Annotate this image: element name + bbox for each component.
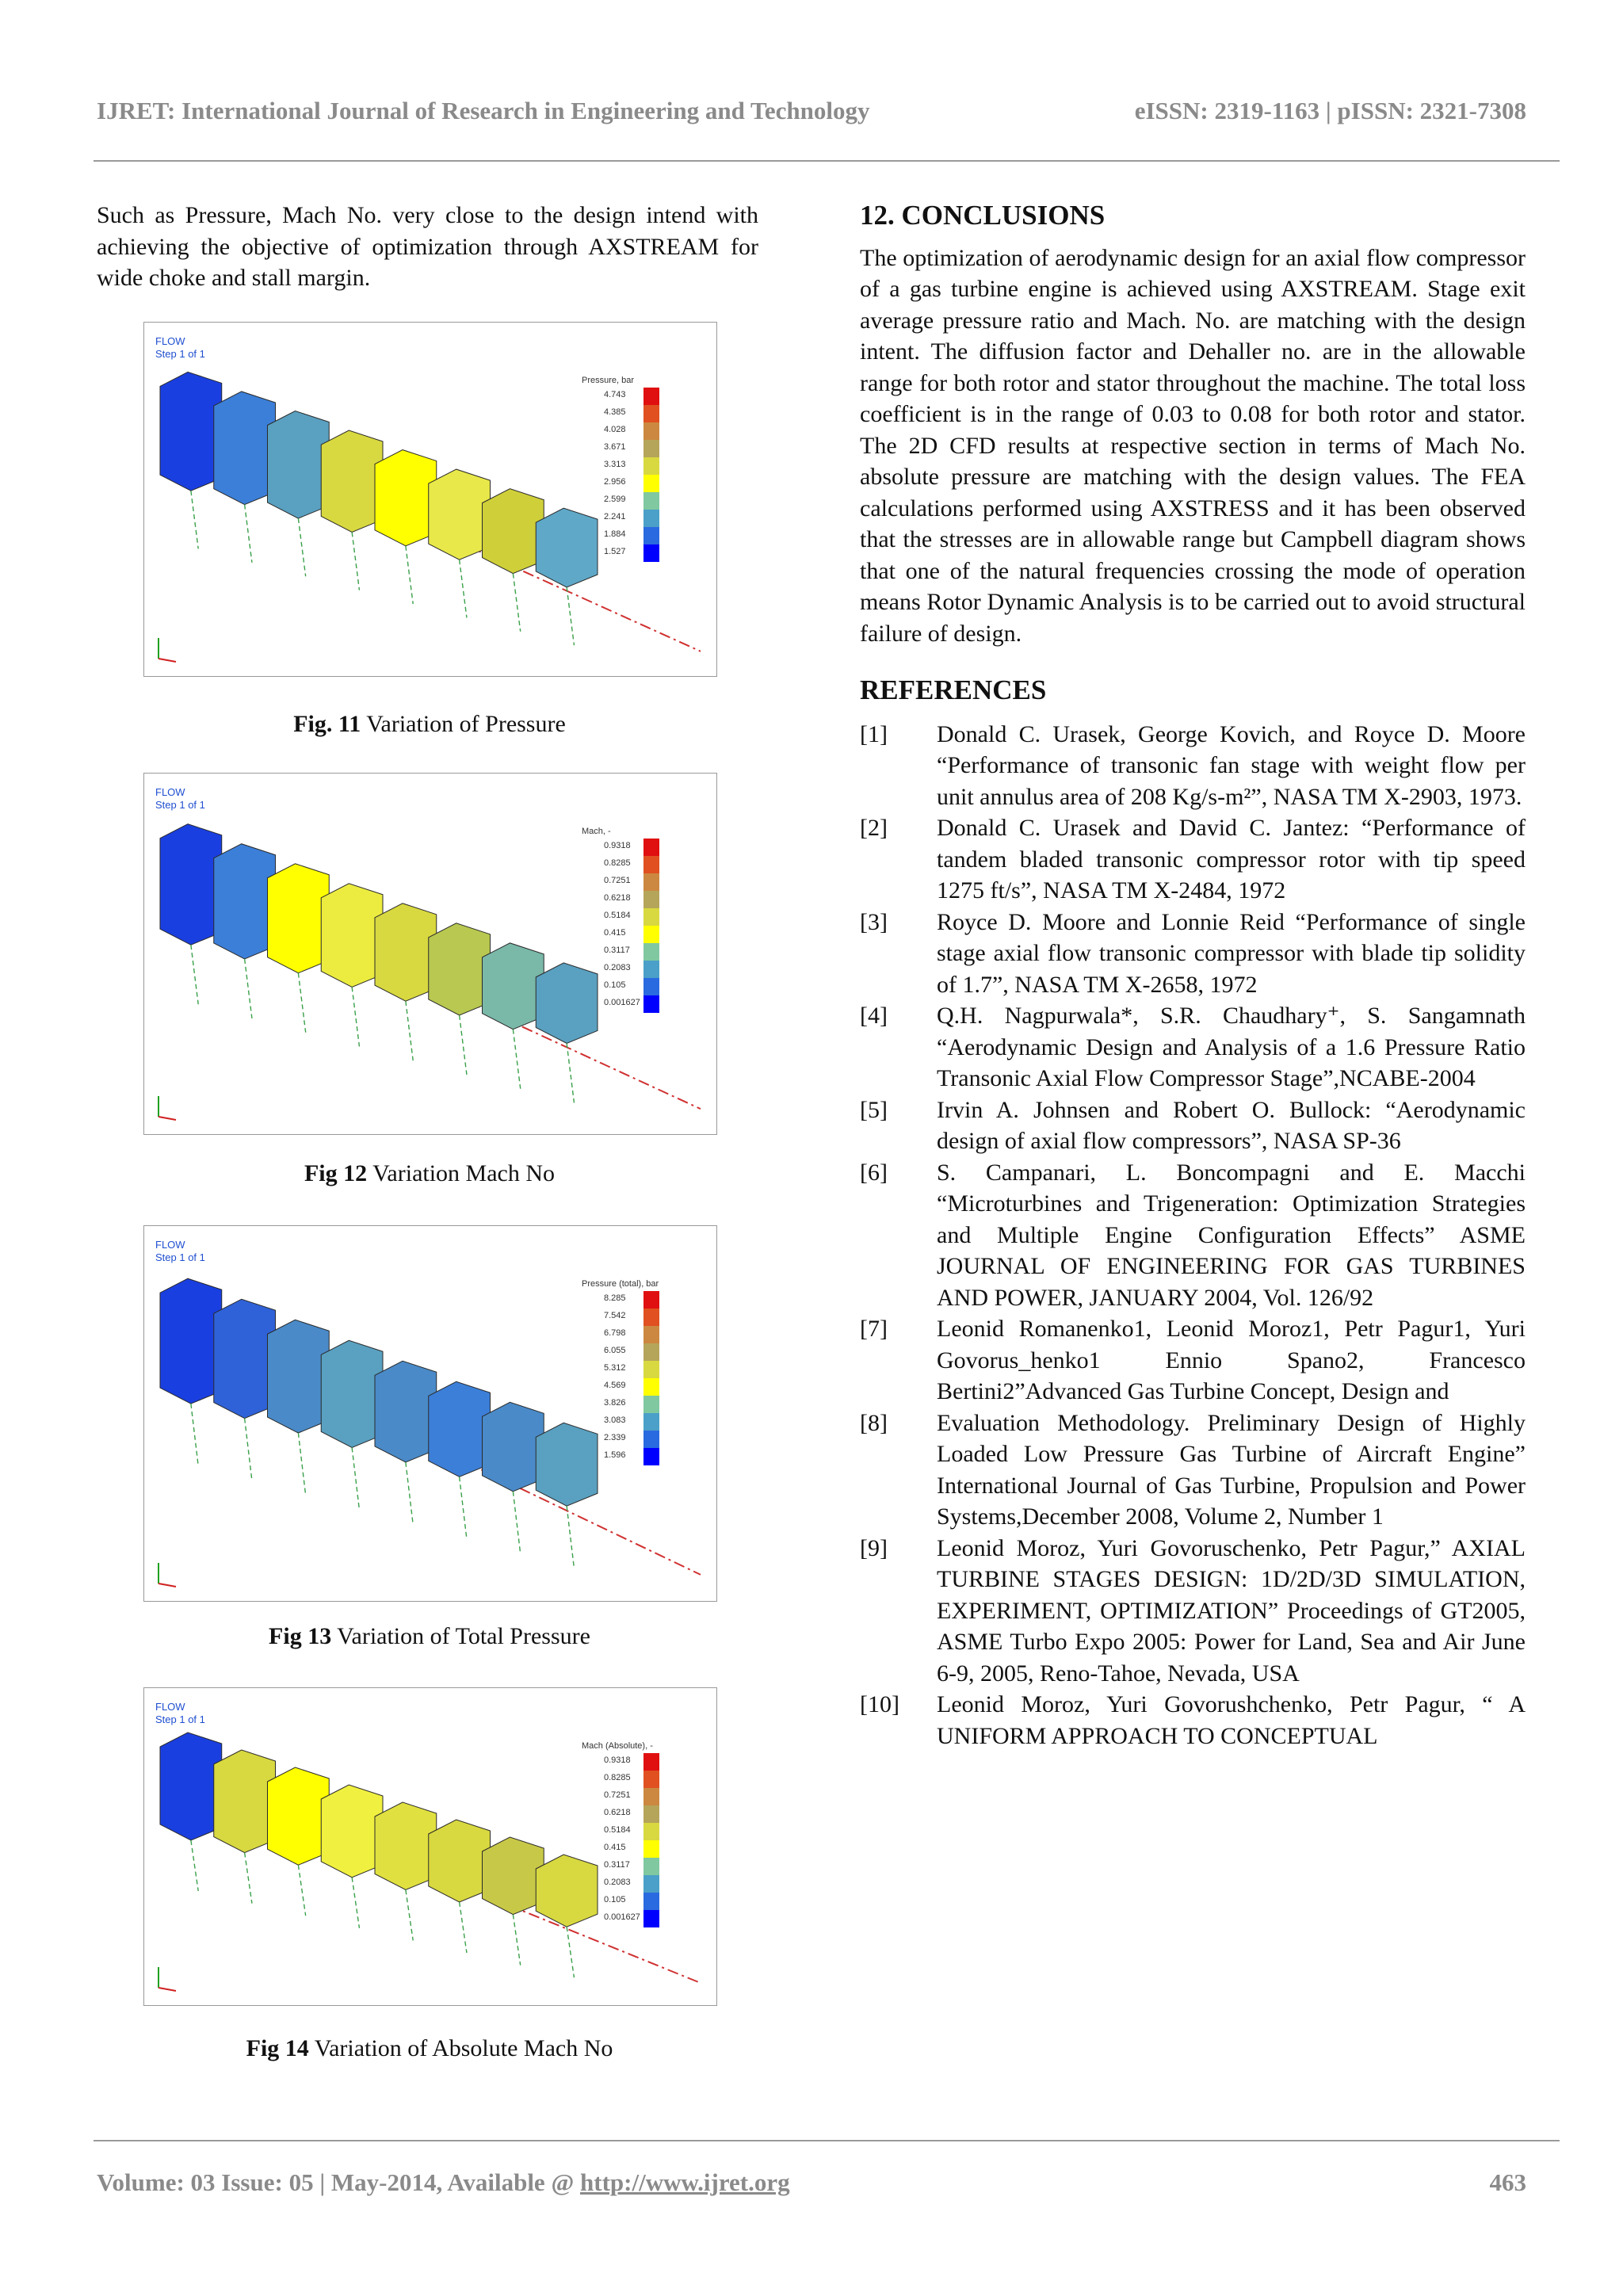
reference-number: [5] xyxy=(860,1096,888,1123)
blade-row-shape xyxy=(536,1855,598,1927)
guide-line xyxy=(245,505,252,563)
scale-value: 3.826 xyxy=(604,1398,626,1408)
scale-swatch xyxy=(643,440,659,457)
guide-line xyxy=(352,1447,359,1510)
blade-row-shape xyxy=(483,943,544,1030)
references-heading: REFERENCES xyxy=(860,674,1047,705)
scale-swatch xyxy=(643,908,659,926)
scale-value: 0.7251 xyxy=(604,876,631,885)
blade-row-shape xyxy=(214,844,276,959)
caption-label: Fig 12 xyxy=(304,1160,368,1186)
reference-item xyxy=(860,1095,1526,1157)
figure-11-caption xyxy=(143,711,716,738)
guide-line xyxy=(245,1853,252,1904)
figure-12 xyxy=(143,773,717,1135)
blade-row-shape xyxy=(483,489,544,574)
scale-swatch xyxy=(643,873,659,891)
guide-line xyxy=(460,1902,467,1953)
blade-row-shape xyxy=(160,824,222,946)
blade-row-shape xyxy=(375,904,437,1001)
blade-row-shape xyxy=(536,508,598,587)
scale-value: 8.285 xyxy=(604,1293,626,1303)
guide-line xyxy=(460,1015,467,1075)
reference-text: Evaluation Methodology. Preliminary Design of Highly Loaded Low Pressure Gas Turbine of Aircraft Engine” International Journal of Gas Turbine, Propulsion and Power Systems,December 2008, Volume 2, Number 1 xyxy=(937,1409,1526,1530)
scale-value: 1.596 xyxy=(604,1450,626,1460)
axis-triad xyxy=(158,659,176,662)
guide-line xyxy=(191,1840,198,1891)
scale-value: 2.599 xyxy=(604,495,626,504)
step-label: Step 1 of 1 xyxy=(155,799,205,811)
scale-swatch xyxy=(643,1788,659,1805)
scale-value: 0.2083 xyxy=(604,1878,631,1887)
scale-value: 1.884 xyxy=(604,529,626,539)
reference-number: [7] xyxy=(860,1316,888,1342)
guide-line xyxy=(513,1915,520,1966)
scale-value: 0.001627 xyxy=(604,1912,640,1922)
reference-item xyxy=(860,1533,1526,1690)
scale-value: 7.542 xyxy=(604,1311,626,1320)
scale-value: 0.415 xyxy=(604,928,626,938)
blade-row-shape xyxy=(483,1402,544,1491)
blade-row-shape xyxy=(321,884,383,988)
caption-label: Fig. 11 xyxy=(293,711,361,737)
blade-row-shape xyxy=(429,469,491,560)
reference-number: [4] xyxy=(860,1003,888,1029)
caption-label: Fig 14 xyxy=(246,2035,309,2061)
guide-line xyxy=(245,959,252,1018)
flow-title: FLOW xyxy=(155,335,185,347)
axis-triad xyxy=(158,1117,176,1120)
scale-value: 0.105 xyxy=(604,980,626,990)
scale-value: 0.8285 xyxy=(604,1773,631,1782)
caption-text: Variation of Pressure xyxy=(366,711,566,737)
reference-item xyxy=(860,1000,1526,1095)
guide-line xyxy=(513,1492,520,1554)
scale-swatch xyxy=(643,943,659,961)
right-column xyxy=(860,200,1526,1752)
scale-value: 6.055 xyxy=(604,1346,626,1355)
reference-item xyxy=(860,1157,1526,1314)
conclusions-heading: 12. CONCLUSIONS xyxy=(860,200,1106,231)
scale-swatch xyxy=(643,926,659,943)
caption-label: Fig 13 xyxy=(269,1623,332,1649)
scale-swatch xyxy=(643,995,659,1013)
reference-number: [3] xyxy=(860,908,888,935)
scale-swatch xyxy=(643,1840,659,1858)
scale-swatch xyxy=(643,1910,659,1927)
scale-swatch xyxy=(643,1805,659,1823)
scale-value: 4.569 xyxy=(604,1381,626,1390)
scale-value: 0.105 xyxy=(604,1895,626,1904)
guide-line xyxy=(406,1001,413,1060)
figure-canvas xyxy=(144,1688,716,2005)
scale-swatch xyxy=(643,492,659,510)
guide-line xyxy=(406,546,413,604)
scale-swatch xyxy=(643,510,659,527)
figure-12-caption xyxy=(143,1160,716,1187)
scale-swatch xyxy=(643,457,659,475)
scale-swatch xyxy=(643,1396,659,1413)
scale-swatch xyxy=(643,1431,659,1448)
reference-number: [2] xyxy=(860,815,888,841)
scale-swatch xyxy=(643,1378,659,1396)
flow-title: FLOW xyxy=(155,1701,185,1713)
guide-line xyxy=(567,1506,574,1568)
figure-13-caption xyxy=(143,1623,716,1650)
guide-line xyxy=(352,532,359,590)
step-label: Step 1 of 1 xyxy=(155,1713,205,1725)
guide-line xyxy=(191,1404,198,1466)
reference-item xyxy=(860,719,1526,813)
reference-text: Leonid Moroz, Yuri Govorushchenko, Petr Pagur, “ A UNIFORM APPROACH TO CONCEPTUAL xyxy=(937,1691,1526,1749)
scale-swatch xyxy=(643,891,659,908)
step-label: Step 1 of 1 xyxy=(155,1251,205,1263)
scale-value: 3.313 xyxy=(604,460,626,469)
scale-swatch xyxy=(643,1893,659,1910)
scale-swatch xyxy=(643,1448,659,1465)
reference-text: Leonid Moroz, Yuri Govoruschenko, Petr Pagur,” AXIAL TURBINE STAGES DESIGN: 1D/2D/3D SIMULATION, EXPERIMENT, OPTIMIZATION” Proceedings of GT2005, ASME Turbo Expo 2005: Power for Land, Sea and Air June 6-9, 2005, Reno-Tahoe, Nevada, USA xyxy=(937,1534,1526,1687)
guide-line xyxy=(567,1043,574,1102)
blade-row-shape xyxy=(268,864,330,973)
scale-swatch xyxy=(643,1343,659,1361)
reference-text: S. Campanari, L. Boncompagni and E. Macchi “Microturbines and Trigeneration: Optimization Strategies and Multiple Engine Configuration Effects” ASME JOURNAL OF ENGINEERING FOR GAS TURBINES AND POWER, JANUARY 2004, Vol. 126/92 xyxy=(937,1159,1526,1311)
reference-text: Leonid Romanenko1, Leonid Moroz1, Petr Pagur1, Yuri Govorus_henko1 Ennio Spano2, Francesco Bertini2”Advanced Gas Turbine Concept, Design and xyxy=(937,1316,1526,1404)
scale-value: 2.241 xyxy=(604,512,626,521)
step-label: Step 1 of 1 xyxy=(155,348,205,360)
scale-value: 0.2083 xyxy=(604,963,631,972)
scale-swatch xyxy=(643,388,659,405)
blade-row-shape xyxy=(214,392,276,505)
footer-rule xyxy=(94,2140,1560,2141)
scale-value: 0.8285 xyxy=(604,858,631,868)
scale-value: 0.7251 xyxy=(604,1790,631,1800)
guide-line xyxy=(352,987,359,1046)
guide-line xyxy=(298,1433,305,1496)
caption-text: Variation Mach No xyxy=(372,1160,556,1186)
scale-swatch xyxy=(643,405,659,422)
conclusions-paragraph: The optimization of aerodynamic design for an axial flow compressor of a gas turbine engine is achieved using AXSTREAM. Stage exit average pressure ratio and Mach. No. are matching with the design intent. The diffusion factor and Dehaller no. are in the allowable range for both rotor and stator throughout the machine. The total loss coefficient is in the range of 0.03 to 0.08 for both rotor and stator. The 2D CFD results at respective section in terms of Mach No. absolute pressure are matching with the design values. The FEA calculations performed using AXSTRESS and it has been observed that the stresses are in allowable range but Campbell diagram shows that one of the natural frequencies crossing the mode of operation means Rotor Dynamic Analysis is to be carried out to avoid structural failure of design. xyxy=(860,244,1526,647)
left-column xyxy=(97,200,758,294)
reference-number: [6] xyxy=(860,1159,888,1186)
scale-swatch xyxy=(643,1753,659,1771)
blade-row-shape xyxy=(268,1320,330,1433)
figure-14 xyxy=(143,1687,717,2006)
guide-line xyxy=(406,1889,413,1940)
blade-row-shape xyxy=(321,430,383,532)
scale-title: Pressure (total), bar xyxy=(582,1279,659,1289)
blade-row-shape xyxy=(214,1299,276,1418)
blade-row-shape xyxy=(375,450,437,546)
reference-list xyxy=(860,719,1526,1752)
blade-row-shape xyxy=(375,1361,437,1462)
blade-row-shape xyxy=(375,1802,437,1889)
scale-title: Mach (Absolute), - xyxy=(582,1741,653,1751)
figure-13 xyxy=(143,1225,717,1602)
scale-value: 6.798 xyxy=(604,1328,626,1338)
flow-title: FLOW xyxy=(155,1239,185,1251)
scale-value: 2.339 xyxy=(604,1433,626,1442)
figure-14-caption xyxy=(143,2035,716,2062)
footer-volume: Volume: 03 Issue: 05 | May-2014, Available @ xyxy=(97,2168,575,2196)
scale-swatch xyxy=(643,475,659,492)
scale-value: 1.527 xyxy=(604,547,626,556)
journal-link[interactable]: http://www.ijret.org xyxy=(580,2168,790,2196)
scale-swatch xyxy=(643,544,659,562)
reference-text: Q.H. Nagpurwala*, S.R. Chaudhary⁺, S. Sangamnath “Aerodynamic Design and Analysis of a 1.6 Pressure Ratio Transonic Axial Flow Compressor Stage”,NCABE-2004 xyxy=(937,1003,1526,1091)
reference-item xyxy=(860,1408,1526,1533)
scale-swatch xyxy=(643,527,659,544)
blade-row-shape xyxy=(429,1820,491,1902)
guide-line xyxy=(513,1030,520,1089)
scale-swatch xyxy=(643,1823,659,1840)
scale-value: 0.001627 xyxy=(604,998,640,1007)
reference-item xyxy=(860,907,1526,1001)
blade-row-shape xyxy=(483,1837,544,1915)
axis-triad xyxy=(158,1584,176,1587)
guide-line xyxy=(245,1419,252,1481)
scale-value: 0.415 xyxy=(604,1843,626,1852)
blade-row-shape xyxy=(429,923,491,1015)
scale-value: 3.671 xyxy=(604,442,626,452)
scale-swatch xyxy=(643,1361,659,1378)
reference-text: Irvin A. Johnsen and Robert O. Bullock: “Aerodynamic design of axial flow compressors”, NASA SP-36 xyxy=(937,1096,1526,1154)
scale-swatch xyxy=(643,422,659,440)
figure-canvas xyxy=(144,774,716,1134)
figure-canvas xyxy=(144,323,716,676)
scale-value: 4.743 xyxy=(604,390,626,399)
blade-row-shape xyxy=(268,411,330,519)
blade-row-shape xyxy=(536,1423,598,1506)
blade-row-shape xyxy=(160,1733,222,1840)
reference-text: Donald C. Urasek and David C. Jantez: “Performance of tandem bladed transonic compressor rotor with tip speed 1275 ft/s”, NASA TM X-2484, 1972 xyxy=(937,815,1526,904)
blade-row-shape xyxy=(268,1767,330,1865)
reference-text: Royce D. Moore and Lonnie Reid “Performance of single stage axial flow transonic compressor with blade tip solidity of 1.7”, NASA TM X-2658, 1972 xyxy=(937,908,1526,998)
intro-paragraph: Such as Pressure, Mach No. very close to the design intend with achieving the objective of optimization through AXSTREAM for wide choke and stall margin. xyxy=(97,202,758,291)
scale-swatch xyxy=(643,856,659,873)
reference-number: [1] xyxy=(860,720,888,747)
scale-value: 0.5184 xyxy=(604,1825,631,1835)
flow-title: FLOW xyxy=(155,786,185,798)
caption-text: Variation of Total Pressure xyxy=(337,1623,590,1649)
guide-line xyxy=(191,491,198,548)
scale-swatch xyxy=(643,1875,659,1893)
reference-number: [10] xyxy=(860,1691,899,1717)
guide-line xyxy=(567,1927,574,1977)
scale-swatch xyxy=(643,839,659,856)
footer-volume-line xyxy=(97,2168,790,2197)
guide-line xyxy=(460,1477,467,1539)
reference-text: Donald C. Urasek, George Kovich, and Royce D. Moore “Performance of transonic fan stage with weight flow per unit annulus area of 208 Kg/s-m²”, NASA TM X-2903, 1973. xyxy=(937,720,1526,810)
scale-swatch xyxy=(643,1771,659,1788)
caption-text: Variation of Absolute Mach No xyxy=(314,2035,613,2061)
scale-value: 0.9318 xyxy=(604,841,631,850)
scale-value: 5.312 xyxy=(604,1363,626,1373)
scale-value: 0.3117 xyxy=(604,946,630,955)
scale-swatch xyxy=(643,1308,659,1326)
blade-row-shape xyxy=(321,1785,383,1878)
scale-value: 0.9318 xyxy=(604,1755,631,1765)
guide-line xyxy=(298,1865,305,1916)
scale-swatch xyxy=(643,1326,659,1343)
scale-value: 4.385 xyxy=(604,407,626,417)
reference-item xyxy=(860,1313,1526,1408)
guide-line xyxy=(567,587,574,645)
guide-line xyxy=(298,518,305,576)
reference-number: [9] xyxy=(860,1534,888,1561)
scale-value: 0.6218 xyxy=(604,1808,631,1817)
scale-swatch xyxy=(643,1291,659,1308)
guide-line xyxy=(460,560,467,617)
blade-row-shape xyxy=(429,1381,491,1477)
figure-canvas xyxy=(144,1226,716,1601)
scale-value: 4.028 xyxy=(604,425,626,434)
blade-row-shape xyxy=(214,1750,276,1853)
journal-title: IJRET: International Journal of Research in Engineering and Technology xyxy=(97,97,870,124)
figure-11 xyxy=(143,322,717,677)
header-rule xyxy=(94,160,1560,162)
blade-row-shape xyxy=(321,1340,383,1447)
scale-title: Mach, - xyxy=(582,827,611,836)
blade-row-shape xyxy=(160,1278,222,1404)
guide-line xyxy=(191,945,198,1004)
guide-line xyxy=(352,1878,359,1928)
scale-title: Pressure, bar xyxy=(582,376,635,385)
running-header xyxy=(97,97,1526,132)
guide-line xyxy=(406,1462,413,1525)
guide-line xyxy=(298,973,305,1033)
reference-item xyxy=(860,812,1526,907)
issn: eISSN: 2319-1163 | pISSN: 2321-7308 xyxy=(1134,97,1526,124)
guide-line xyxy=(513,574,520,632)
scale-swatch xyxy=(643,961,659,978)
scale-swatch xyxy=(643,978,659,995)
scale-swatch xyxy=(643,1413,659,1431)
scale-value: 2.956 xyxy=(604,477,626,487)
axis-triad xyxy=(158,1988,176,1991)
scale-value: 0.3117 xyxy=(604,1860,630,1870)
page-number: 463 xyxy=(1489,2168,1526,2196)
blade-row-shape xyxy=(160,372,222,491)
scale-swatch xyxy=(643,1858,659,1875)
scale-value: 3.083 xyxy=(604,1415,626,1425)
blade-row-shape xyxy=(536,963,598,1044)
scale-value: 0.5184 xyxy=(604,911,631,920)
reference-number: [8] xyxy=(860,1409,888,1436)
scale-value: 0.6218 xyxy=(604,893,631,903)
reference-item xyxy=(860,1689,1526,1752)
